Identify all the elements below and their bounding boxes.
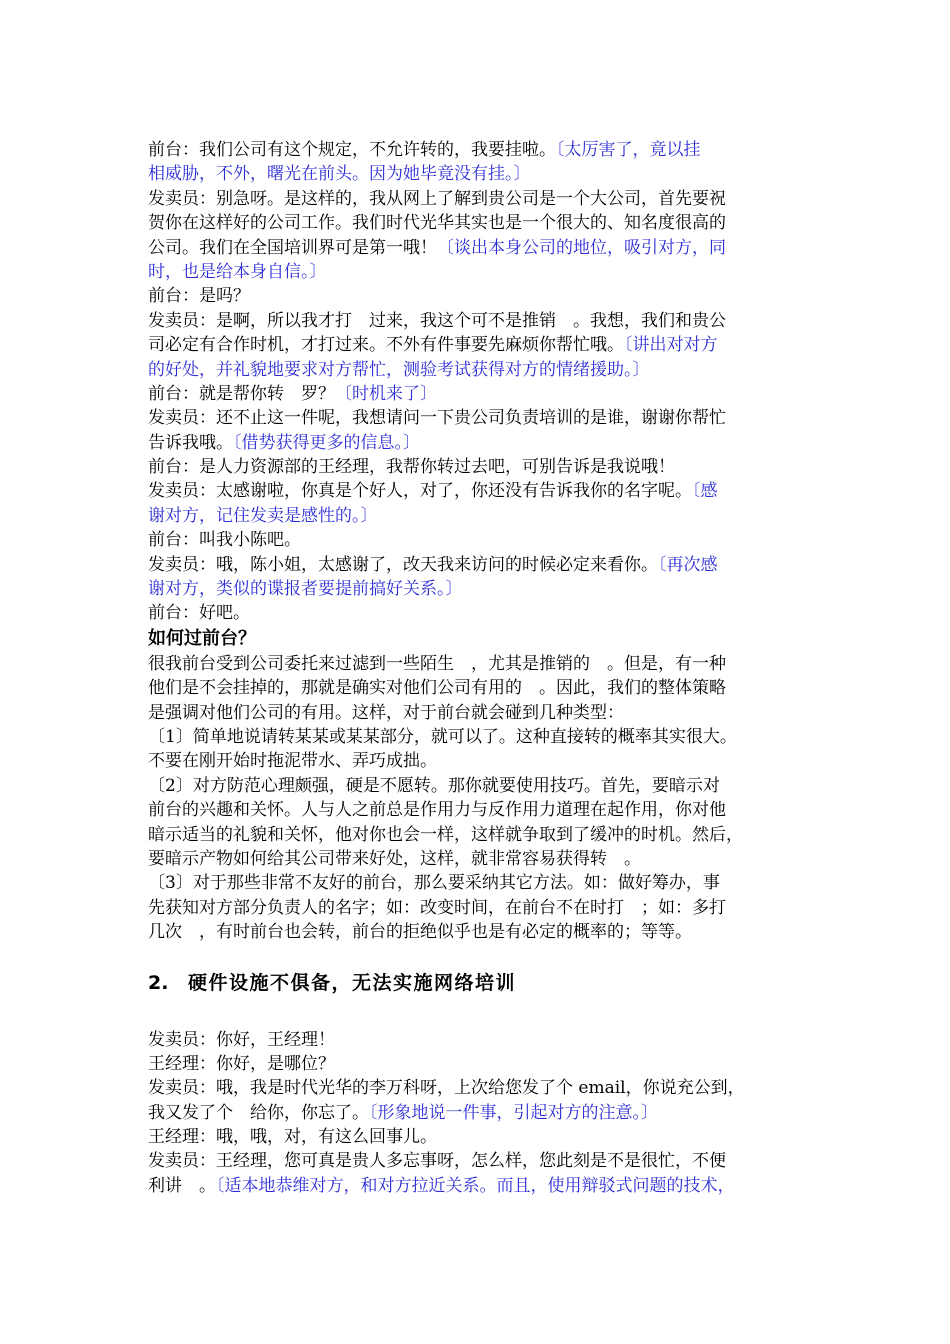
line-text: 前台的兴趣和关怀。人与人之前总是作用力与反作用力道理在起作用，你对他 bbox=[148, 800, 726, 821]
paragraph-line bbox=[148, 701, 808, 725]
line-text: 发卖员：你好，王经理！ bbox=[148, 1029, 335, 1050]
dialogue-line bbox=[148, 601, 808, 625]
line-text: 前台：是人力资源部的王经理，我帮你转过去吧，可别告诉是我说哦！ bbox=[148, 457, 675, 478]
section-number: 2. bbox=[148, 971, 169, 994]
paragraph-line bbox=[148, 871, 808, 895]
line-text: 他们是不会挂掉的，那就是确实对他们公司有用的 。因此，我们的整体策略 bbox=[148, 678, 726, 699]
dialogue-block-manager bbox=[148, 1028, 808, 1199]
dialogue-line bbox=[148, 211, 808, 235]
annotation-text: 谢对方，记住发卖是感性的。〕 bbox=[148, 505, 378, 526]
dialogue-line bbox=[148, 577, 808, 601]
dialogue-block-reception bbox=[148, 138, 808, 626]
dialogue-line bbox=[148, 1028, 808, 1052]
dialogue-line bbox=[148, 431, 808, 455]
line-text: 前台：我们公司有这个规定，不允许转的，我要挂啦。 bbox=[148, 140, 556, 160]
paragraph-line bbox=[148, 798, 808, 822]
annotation-text: 〔时机来了〕 bbox=[335, 383, 437, 404]
dialogue-line bbox=[148, 455, 808, 479]
annotation-text: 〔太厉害了，竟以挂 bbox=[556, 140, 701, 160]
dialogue-line bbox=[148, 162, 808, 186]
annotation-text: 相威胁，不外，曙光在前头。因为她毕竟没有挂。〕 bbox=[148, 164, 531, 185]
line-text: 利讲 。 bbox=[148, 1175, 216, 1196]
dialogue-line bbox=[148, 260, 808, 284]
dialogue-line bbox=[148, 236, 808, 260]
paragraph-line bbox=[148, 920, 808, 944]
paragraph-line bbox=[148, 676, 808, 700]
dialogue-line bbox=[148, 528, 808, 552]
line-text: 王经理：哦，哦，对，有这么回事儿。 bbox=[148, 1127, 437, 1148]
heading-how-to-pass-reception: 如何过前台？ bbox=[148, 627, 256, 649]
strategy-paragraph bbox=[148, 652, 808, 945]
paragraph-line bbox=[148, 652, 808, 676]
section-heading-2 bbox=[148, 969, 808, 997]
line-text: 先获知对方部分负责人的名字；如：改变时间，在前台不在时打 ；如：多打 bbox=[148, 897, 726, 918]
line-text: 前台：叫我小陈吧。 bbox=[148, 530, 301, 551]
paragraph-line bbox=[148, 896, 808, 920]
document-page bbox=[148, 138, 808, 1198]
paragraph-line bbox=[148, 774, 808, 798]
line-text: 我又发了个 给你，你忘了。 bbox=[148, 1102, 369, 1123]
line-text: 发卖员：是啊，所以我才打 过来，我这个可不是推销 。我想，我们和贵公 bbox=[148, 310, 726, 331]
dialogue-line bbox=[148, 406, 808, 430]
annotation-text: 〔讲出对对方 bbox=[624, 335, 718, 356]
annotation-text: 〔再次感 bbox=[658, 554, 718, 575]
dialogue-line bbox=[148, 1101, 808, 1125]
line-text: 不要在刚开始时拖泥带水、弄巧成拙。 bbox=[148, 751, 437, 772]
line-text: 发卖员：还不止这一件呢，我想请问一下贵公司负责培训的是谁，谢谢你帮忙 bbox=[148, 408, 726, 429]
annotation-text: 〔形象地说一件事，引起对方的注意。〕 bbox=[369, 1102, 658, 1123]
line-text: 贺你在这样好的公司工作。我们时代光华其实也是一个很大的、知名度很高的 bbox=[148, 213, 726, 234]
dialogue-line bbox=[148, 479, 808, 503]
line-text: 发卖员：别急呀。是这样的，我从网上了解到贵公司是一个大公司，首先要祝 bbox=[148, 188, 726, 209]
line-text: 王经理：你好，是哪位？ bbox=[148, 1053, 335, 1074]
dialogue-line bbox=[148, 309, 808, 333]
section-title: 硬件设施不俱备，无法实施网络培训 bbox=[188, 971, 517, 994]
line-text: 发卖员：哦，我是时代光华的李万科呀，上次给您发了个 email，你说充公到， bbox=[148, 1078, 745, 1099]
dialogue-line bbox=[148, 1125, 808, 1149]
line-text: 公司。我们在全国培训界可是第一哦！ bbox=[148, 237, 437, 258]
line-text: 发卖员：太感谢啦，你真是个好人，对了，你还没有告诉我你的名字呢。 bbox=[148, 481, 692, 502]
dialogue-line bbox=[148, 1149, 808, 1173]
annotation-text: 〔感 bbox=[692, 481, 718, 502]
line-text: 几次 ，有时前台也会转，前台的拒绝似乎也是有必定的概率的；等等。 bbox=[148, 922, 692, 943]
dialogue-line bbox=[148, 553, 808, 577]
paragraph-line bbox=[148, 749, 808, 773]
dialogue-line bbox=[148, 284, 808, 308]
line-text: 前台：是吗？ bbox=[148, 286, 250, 307]
line-text: 要暗示产物如何给其公司带来好处，这样，就非常容易获得转 。 bbox=[148, 848, 641, 869]
annotation-text: 〔借势获得更多的信息。〕 bbox=[233, 432, 420, 453]
line-text: 很我前台受到公司委托来过滤到一些陌生 ，尤其是推销的 。但是，有一种 bbox=[148, 653, 726, 674]
line-text: 前台：就是帮你转 罗？ bbox=[148, 383, 335, 404]
annotation-text: 时，也是给本身自信。〕 bbox=[148, 261, 327, 282]
dialogue-line bbox=[148, 187, 808, 211]
dialogue-line bbox=[148, 1076, 808, 1100]
line-text: 司必定有合作时机，才打过来。不外有件事要先麻烦你帮忙哦。 bbox=[148, 335, 624, 356]
dialogue-line bbox=[148, 333, 808, 357]
dialogue-line bbox=[148, 358, 808, 382]
annotation-text: 〔谈出本身公司的地位，吸引对方，同 bbox=[437, 237, 726, 258]
line-text: 发卖员：王经理，您可真是贵人多忘事呀，怎么样，您此刻是不是很忙，不便 bbox=[148, 1151, 726, 1172]
line-text: 前台：好吧。 bbox=[148, 603, 250, 624]
paragraph-line bbox=[148, 847, 808, 871]
annotation-text: 谢对方，类似的谍报者要提前搞好关系。〕 bbox=[148, 579, 463, 600]
line-text: 〔3〕对于那些非常不友好的前台，那么要采纳其它方法。如：做好筹办，事 bbox=[148, 873, 720, 894]
dialogue-line bbox=[148, 504, 808, 528]
paragraph-line bbox=[148, 823, 808, 847]
line-text: 发卖员：哦，陈小姐，太感谢了，改天我来访问的时候必定来看你。 bbox=[148, 554, 658, 575]
line-text: 〔2〕对方防范心理颇强，硬是不愿转。那你就要使用技巧。首先，要暗示对 bbox=[148, 775, 720, 796]
line-text: 告诉我哦。 bbox=[148, 432, 233, 453]
line-text: 〔1〕简单地说请转某某或某某部分，就可以了。这种直接转的概率其实很大。 bbox=[148, 726, 737, 747]
line-text: 暗示适当的礼貌和关怀，他对你也会一样，这样就争取到了缓冲的时机。然后， bbox=[148, 824, 743, 845]
annotation-text: 的好处，并礼貌地要求对方帮忙，测验考试获得对方的情绪援助。〕 bbox=[148, 359, 650, 380]
line-text: 是强调对他们公司的有用。这样，对于前台就会碰到几种类型： bbox=[148, 702, 624, 723]
annotation-text: 〔适本地恭维对方，和对方拉近关系。而且，使用辩驳式问题的技术， bbox=[216, 1175, 735, 1196]
dialogue-line bbox=[148, 138, 808, 162]
dialogue-line bbox=[148, 382, 808, 406]
paragraph-line bbox=[148, 725, 808, 749]
dialogue-line bbox=[148, 1052, 808, 1076]
dialogue-line bbox=[148, 1174, 808, 1198]
